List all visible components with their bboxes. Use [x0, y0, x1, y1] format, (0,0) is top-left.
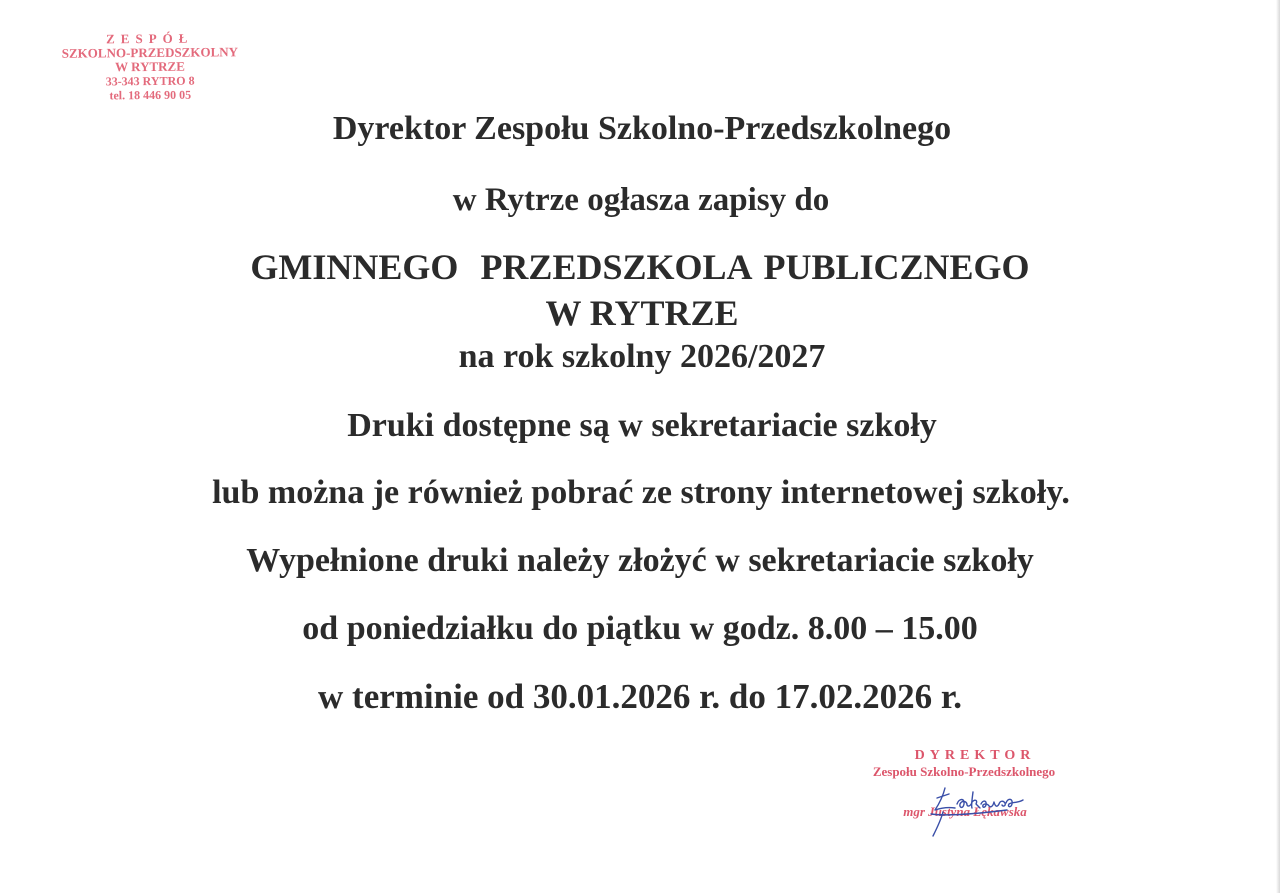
school-stamp [40, 31, 261, 103]
submission-deadline: w terminie od 30.01.2026 r. do 17.02.2026 r. [318, 677, 962, 716]
forms-download: lub można je również pobrać ze strony internetowej szkoły. [212, 474, 1070, 511]
announcement-heading: Dyrektor Zespołu Szkolno-Przedszkolnego [332, 110, 952, 147]
school-year: na rok szkolny 2026/2027 [458, 338, 826, 375]
preschool-name-part1: GMINNEGO [250, 247, 459, 287]
preschool-name-part2: PRZEDSZKOLA PUBLICZNEGO [480, 247, 1030, 287]
school-stamp-line3: W RYTRZE [115, 58, 185, 75]
school-stamp-line1: ZESPÓŁ [106, 30, 194, 47]
preschool-location: W RYTRZE [545, 293, 739, 333]
director-name: mgr Justyna Łękawska [903, 804, 1027, 819]
office-hours: od poniedziałku do piątku w godz. 8.00 – 15.00 [302, 610, 978, 647]
director-institution: Zespołu Szkolno-Przedszkolnego [872, 764, 1056, 779]
forms-availability: Druki dostępne są w sekretariacie szkoły [347, 407, 937, 444]
preschool-name-line [0, 246, 1280, 288]
forms-submission: Wypełnione druki należy złożyć w sekretariacie szkoły [246, 542, 1034, 579]
school-stamp-line4: 33-343 RYTRO 8 [105, 73, 195, 89]
school-stamp-line5: tel. 18 446 90 05 [109, 87, 192, 103]
director-title: DYREKTOR [914, 748, 1036, 763]
school-stamp-line2: SZKOLNO-PRZEDSZKOLNY [61, 44, 239, 61]
handwritten-signature [915, 770, 1045, 840]
announcement-subheading: w Rytrze ogłasza zapisy do [452, 182, 830, 218]
